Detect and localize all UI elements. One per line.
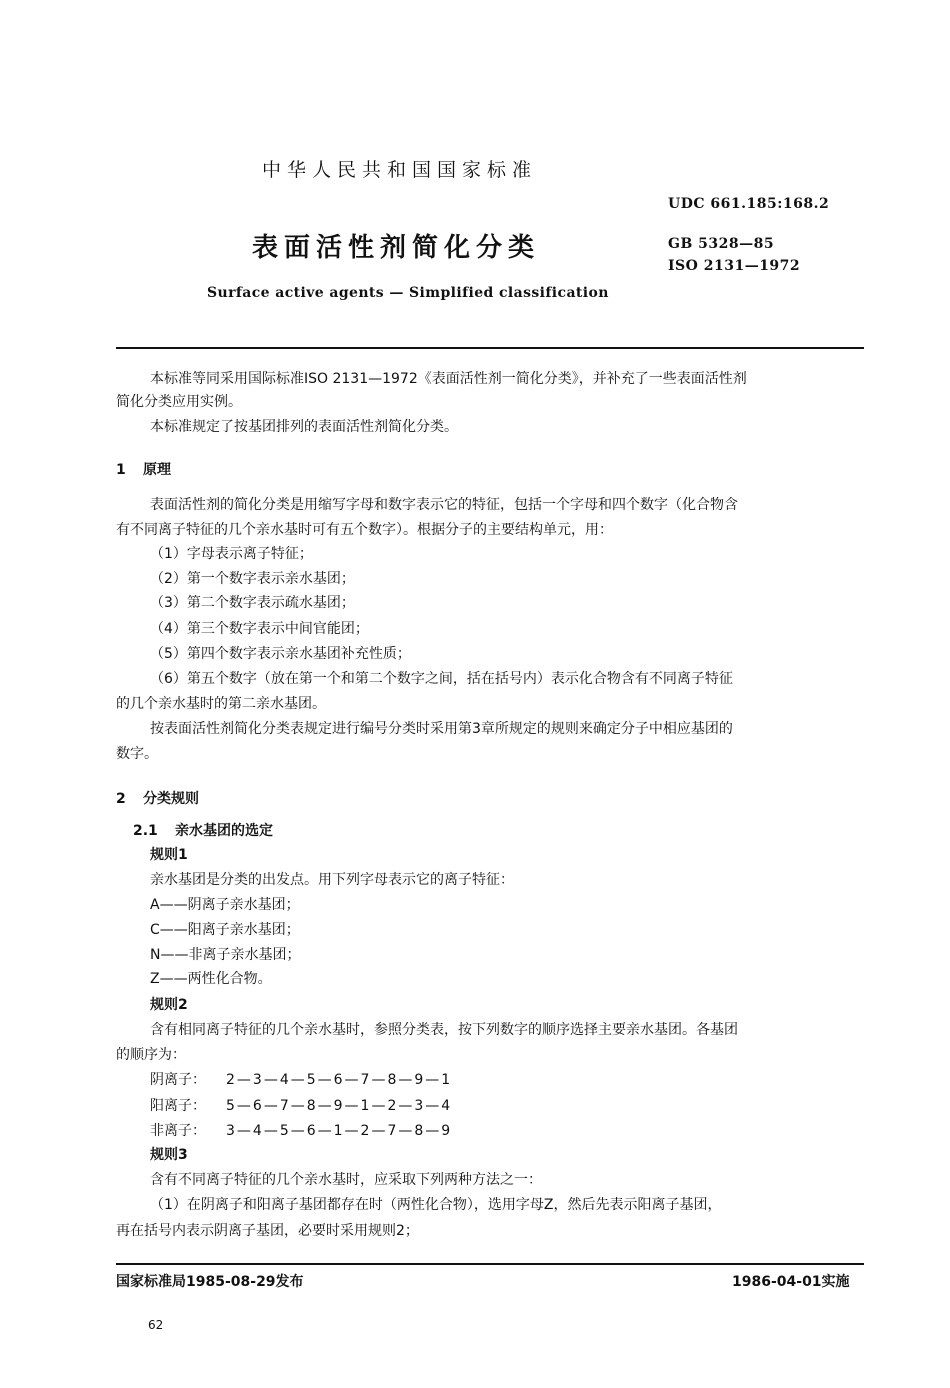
rule-1-title: 规则1 bbox=[150, 847, 188, 863]
rule-2-text-line-2: 的顺序为： bbox=[116, 1047, 186, 1063]
english-title: Surface active agents — Simplified classification bbox=[207, 285, 609, 301]
section-2-number: 2 bbox=[116, 791, 126, 807]
footer-divider bbox=[116, 1263, 864, 1265]
rule-1-letter-a: A——阴离子亲水基团； bbox=[150, 897, 300, 913]
rule-3-text-line-3: 再在括号内表示阴离子基团，必要时采用规则2； bbox=[116, 1223, 419, 1239]
subsection-2-1-title: 亲水基团的选定 bbox=[175, 823, 273, 839]
page-number: 62 bbox=[148, 1318, 164, 1332]
sequence-cation-order: 5—6—7—8—9—1—2—3—4 bbox=[226, 1098, 453, 1114]
section-1-para-1-line-2: 有不同离子特征的几个亲水基时可有五个数字）。根据分子的主要结构单元，用： bbox=[116, 522, 613, 538]
rule-3-text-line-1: 含有不同离子特征的几个亲水基时，应采取下列两种方法之一： bbox=[150, 1172, 542, 1188]
rule-1-letter-z: Z——两性化合物。 bbox=[150, 971, 272, 987]
section-1-number: 1 bbox=[116, 462, 126, 478]
section-1-item-2: （2）第一个数字表示亲水基团； bbox=[150, 571, 355, 587]
section-1-item-3: （3）第二个数字表示疏水基团； bbox=[150, 595, 355, 611]
sequence-nonion-order: 3—4—5—6—1—2—7—8—9 bbox=[226, 1123, 453, 1139]
section-1-para-2-line-1: 按表面活性剂简化分类表规定进行编号分类时采用第3章所规定的规则来确定分子中相应基团的 bbox=[150, 721, 733, 737]
issue-date: 国家标准局1985-08-29发布 bbox=[116, 1274, 304, 1290]
section-1-item-5: （5）第四个数字表示亲水基团补充性质； bbox=[150, 646, 411, 662]
section-1-item-1: （1）字母表示离子特征； bbox=[150, 546, 313, 562]
document-title: 表面活性剂简化分类 bbox=[252, 233, 541, 263]
intro-line-1: 本标准等同采用国际标准ISO 2131—1972《表面活性剂一简化分类》，并补充了一些表面活性剂 bbox=[150, 371, 747, 387]
section-2-title: 分类规则 bbox=[143, 791, 199, 807]
section-1-title: 原理 bbox=[143, 462, 171, 478]
rule-1-letter-c: C——阳离子亲水基团； bbox=[150, 922, 300, 938]
rule-3-title: 规则3 bbox=[150, 1147, 188, 1163]
effective-date: 1986-04-01实施 bbox=[732, 1274, 850, 1290]
section-1-para-2-line-2: 数字。 bbox=[116, 746, 158, 762]
rule-3-text-line-2: （1）在阴离子和阳离子基团都存在时（两性化合物），选用字母Z，然后先表示阳离子基团， bbox=[150, 1197, 722, 1213]
sequence-anion-label: 阴离子： bbox=[150, 1072, 206, 1088]
country-standard-heading: 中华人民共和国国家标准 bbox=[262, 159, 538, 181]
sequence-nonion-label: 非离子： bbox=[150, 1123, 206, 1139]
section-1-item-6: （6）第五个数字（放在第一个和第二个数字之间，括在括号内）表示化合物含有不同离子特征 bbox=[150, 671, 733, 687]
rule-1-letter-n: N——非离子亲水基团； bbox=[150, 947, 301, 963]
rule-1-intro: 亲水基团是分类的出发点。用下列字母表示它的离子特征： bbox=[150, 872, 514, 888]
gb-code: GB 5328—85 bbox=[668, 236, 775, 252]
section-1-item-4: （4）第三个数字表示中间官能团； bbox=[150, 621, 369, 637]
udc-code: UDC 661.185:168.2 bbox=[668, 196, 830, 212]
intro-line-2: 简化分类应用实例。 bbox=[116, 394, 242, 410]
iso-code: ISO 2131—1972 bbox=[668, 258, 801, 274]
sequence-cation-label: 阳离子： bbox=[150, 1098, 206, 1114]
section-1-para-1-line-1: 表面活性剂的简化分类是用缩写字母和数字表示它的特征，包括一个字母和四个数字（化合物含 bbox=[150, 497, 738, 513]
header-divider bbox=[116, 347, 864, 349]
section-1-item-6-cont: 的几个亲水基时的第二亲水基团。 bbox=[116, 696, 326, 712]
sequence-anion-order: 2—3—4—5—6—7—8—9—1 bbox=[226, 1072, 453, 1088]
intro-line-3: 本标准规定了按基团排列的表面活性剂简化分类。 bbox=[150, 419, 458, 435]
rule-2-text-line-1: 含有相同离子特征的几个亲水基时，参照分类表，按下列数字的顺序选择主要亲水基团。各基团 bbox=[150, 1022, 738, 1038]
subsection-2-1-number: 2.1 bbox=[133, 823, 158, 839]
rule-2-title: 规则2 bbox=[150, 997, 188, 1013]
